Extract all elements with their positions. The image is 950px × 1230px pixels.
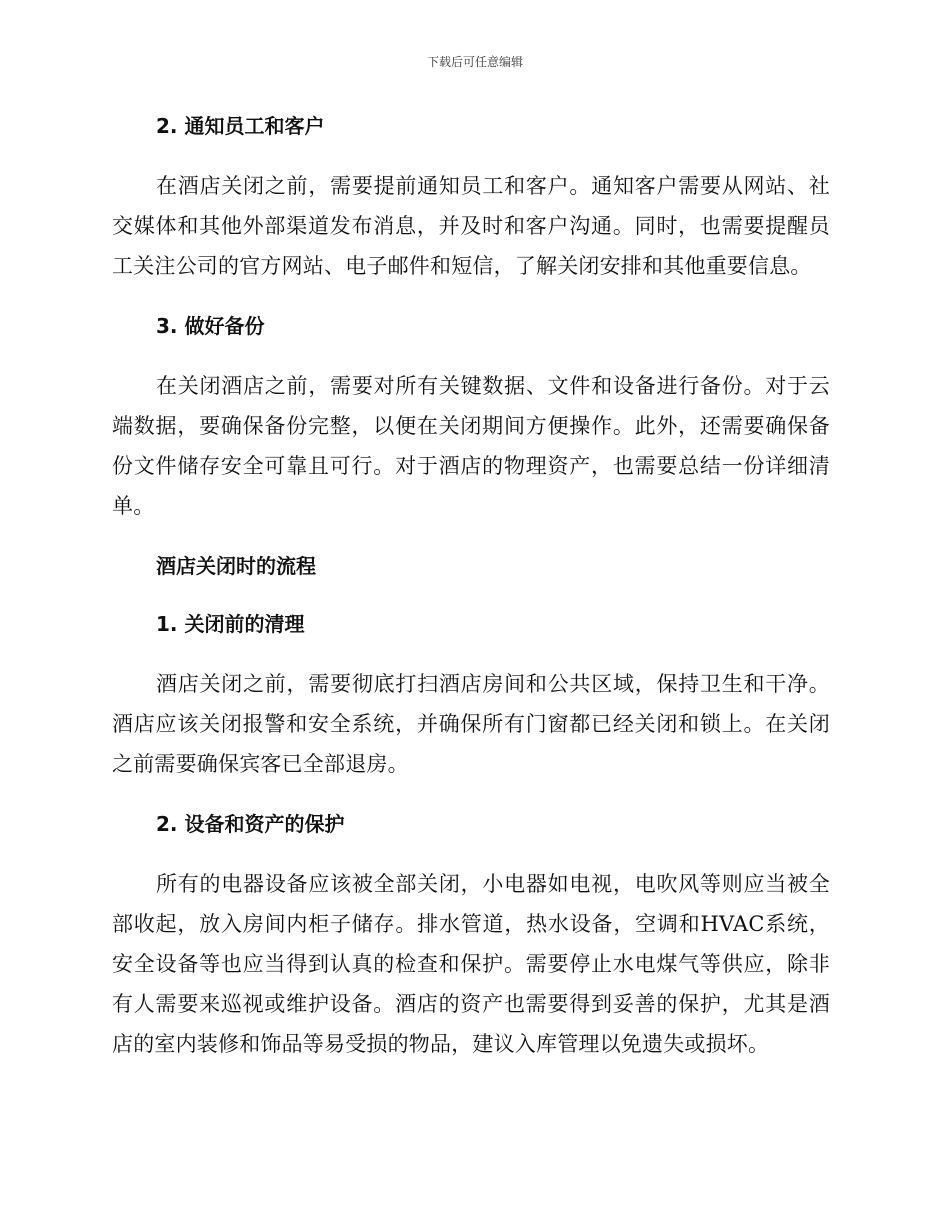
page-header-note: 下载后可任意编辑: [426, 55, 523, 69]
section-heading-cleaning: 1. 关闭前的清理: [156, 612, 305, 636]
section-paragraph-notify: 在酒店关闭之前，需要提前通知员工和客户。通知客户需要从网站、社交媒体和其他外部渠道发布消息，并及时和客户沟通。同时，也需要提醒员工关注公司的官方网站、电子邮件和短信，了解关闭安排和其他重要信息。: [112, 174, 830, 278]
section-paragraph-protection: 所有的电器设备应该被全部关闭，小电器如电视，电吹风等则应当被全部收起，放入房间内柜子储存。排水管道，热水设备，空调和HVAC系统，安全设备等也应当得到认真的检查和保护。需要停止水电煤气等供应，除非有人需要来巡视或维护设备。酒店的资产也需要得到妥善的保护，尤其是酒店的室内装修和饰品等易受损的物品，建议入库管理以免遗失或损坏。: [112, 872, 830, 1056]
document-body: [112, 108, 830, 1086]
section-heading-closing-process: 酒店关闭时的流程: [156, 554, 316, 578]
section-heading-backup: 3. 做好备份: [156, 314, 265, 338]
section-paragraph-backup: 在关闭酒店之前，需要对所有关键数据、文件和设备进行备份。对于云端数据，要确保备份完整，以便在关闭期间方便操作。此外，还需要确保备份文件储存安全可靠且可行。对于酒店的物理资产，也需要总结一份详细清单。: [112, 374, 830, 518]
section-heading-notify: 2. 通知员工和客户: [156, 114, 325, 138]
section-paragraph-cleaning: 酒店关闭之前，需要彻底打扫酒店房间和公共区域，保持卫生和干净。酒店应该关闭报警和安全系统，并确保所有门窗都已经关闭和锁上。在关闭之前需要确保宾客已全部退房。: [112, 672, 830, 776]
section-heading-protection: 2. 设备和资产的保护: [156, 812, 345, 836]
